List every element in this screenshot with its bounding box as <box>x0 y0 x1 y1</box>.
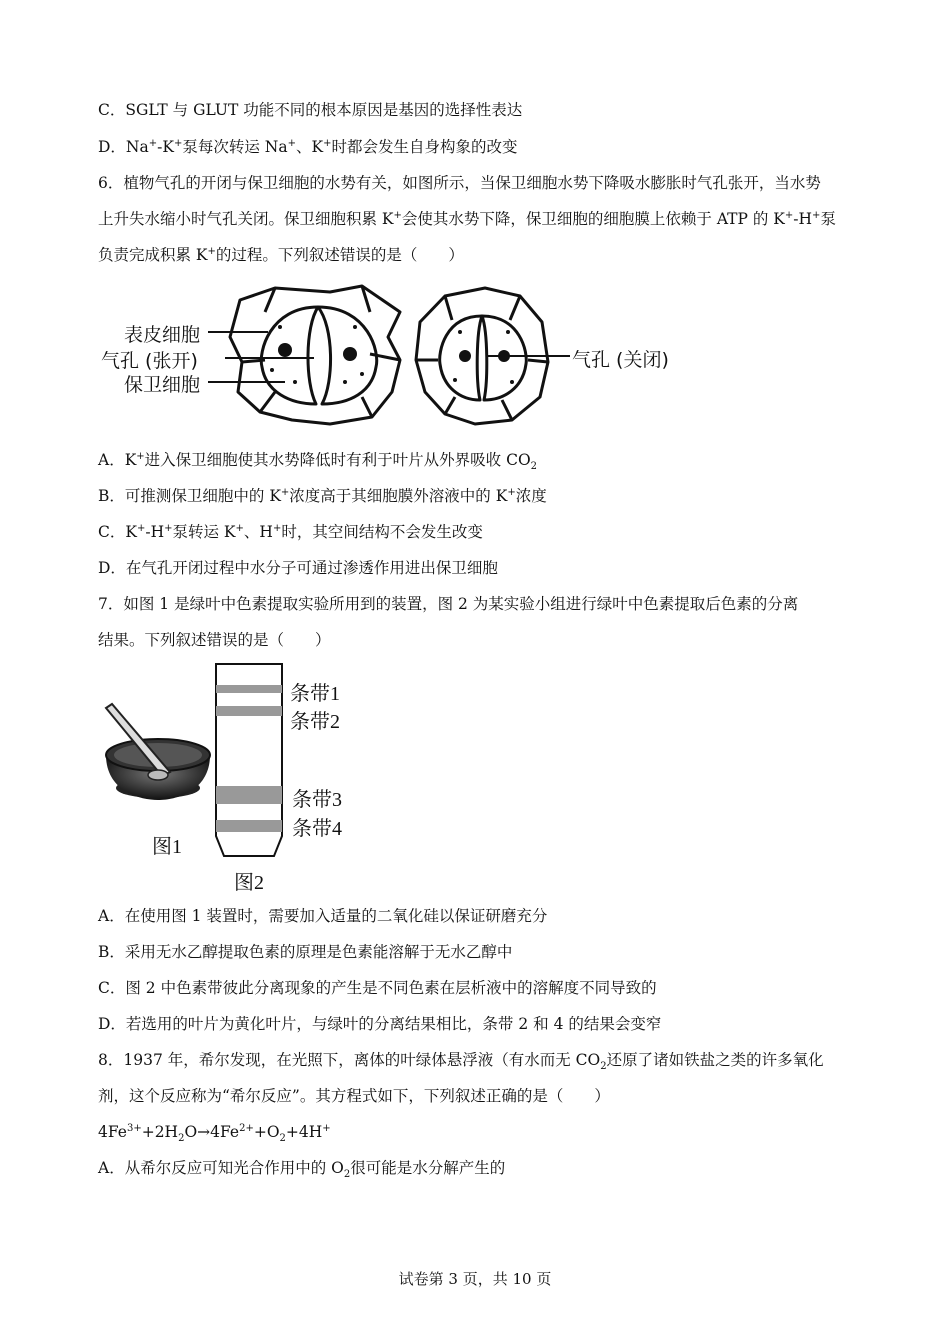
band-1 <box>216 685 282 693</box>
q6-option-a: A．K+进入保卫细胞使其水势降低时有利于叶片从外界吸收 $CO_2$ <box>98 450 538 473</box>
q8-stem-line2: 剂，这个反应称为“希尔反应”。其方程式如下，下列叙述正确的是（ ） <box>98 1087 610 1105</box>
q7-option-a: A．在使用图 1 装置时，需要加入适量的二氧化硅以保证研磨充分 <box>98 907 548 925</box>
q6-stem-line1: 6．植物气孔的开闭与保卫细胞的水势有关，如图所示，当保卫细胞水势下降吸水膨胀时气孔张开，当水势 <box>98 174 821 192</box>
mortar-pestle-figure <box>98 700 218 830</box>
q6-stem-line2: 上升失水缩小时气孔关闭。保卫细胞积累 K+会使其水势下降，保卫细胞的细胞膜上依赖于 ATP 的 K+-H+泵 <box>98 209 836 228</box>
band2-label: 条带2 <box>290 711 340 733</box>
q8-stem-line1: 8．1937 年，希尔发现，在光照下，离体的叶绿体悬浮液（有水而无 $CO_2$还原了诸如铁盐之类的许多氧化 <box>98 1051 824 1073</box>
label-stoma-closed: 气孔 (关闭) <box>572 349 669 371</box>
band-3 <box>216 786 282 804</box>
label-epidermal-cell: 表皮细胞 <box>124 324 201 346</box>
q8-option-a: A．从希尔反应可知光合作用中的 $O_2$很可能是水分解产生的 <box>98 1159 506 1181</box>
band1-label: 条带1 <box>290 683 340 705</box>
band-2 <box>216 706 282 716</box>
label-stoma-open: 气孔 (张开) <box>101 350 198 372</box>
label-guard-cell: 保卫细胞 <box>124 374 201 396</box>
q7-option-c: C．图 2 中色素带彼此分离现象的产生是不同色素在层析液中的溶解度不同导致的 <box>98 979 657 997</box>
page-footer: 试卷第 3 页，共 10 页 <box>398 1270 552 1288</box>
q7-stem-line1: 7．如图 1 是绿叶中色素提取实验所用到的装置，图 2 为某实验小组进行绿叶中色素提取后色素的分离 <box>98 595 799 613</box>
q7-option-d: D．若选用的叶片为黄化叶片，与绿叶的分离结果相比，条带 2 和 4 的结果会变窄 <box>98 1015 662 1033</box>
q6-option-c: C．K+-H+泵转运 K+、H+时，其空间结构不会发生改变 <box>98 522 483 541</box>
figure2-caption: 图2 <box>234 872 264 894</box>
q8-equation: $4Fe^{3+}+2H_2O\to 4Fe^{2+}+O_2+4H^+$ <box>98 1122 331 1145</box>
q7-option-b: B．采用无水乙醇提取色素的原理是色素能溶解于无水乙醇中 <box>98 943 513 961</box>
band4-label: 条带4 <box>292 818 342 840</box>
q5-option-d: D．Na+-K+泵每次转运 Na+、K+时都会发生自身构象的改变 <box>98 137 518 156</box>
q6-stem-line3: 负责完成积累 K+的过程。下列叙述错误的是（ ） <box>98 245 464 264</box>
chromatography-strip <box>210 660 290 860</box>
band3-label: 条带3 <box>292 789 342 811</box>
figure1-caption: 图1 <box>152 836 182 858</box>
q5-option-c: C．SGLT 与 GLUT 功能不同的根本原因是基因的选择性表达 <box>98 101 523 119</box>
q6-option-b: B．可推测保卫细胞中的 K+浓度高于其细胞膜外溶液中的 K+浓度 <box>98 486 547 505</box>
guard-cells-open <box>261 307 318 404</box>
band-4 <box>216 820 282 832</box>
q7-stem-line2: 结果。下列叙述错误的是（ ） <box>98 631 331 649</box>
q6-option-d: D．在气孔开闭过程中水分子可通过渗透作用进出保卫细胞 <box>98 559 498 577</box>
